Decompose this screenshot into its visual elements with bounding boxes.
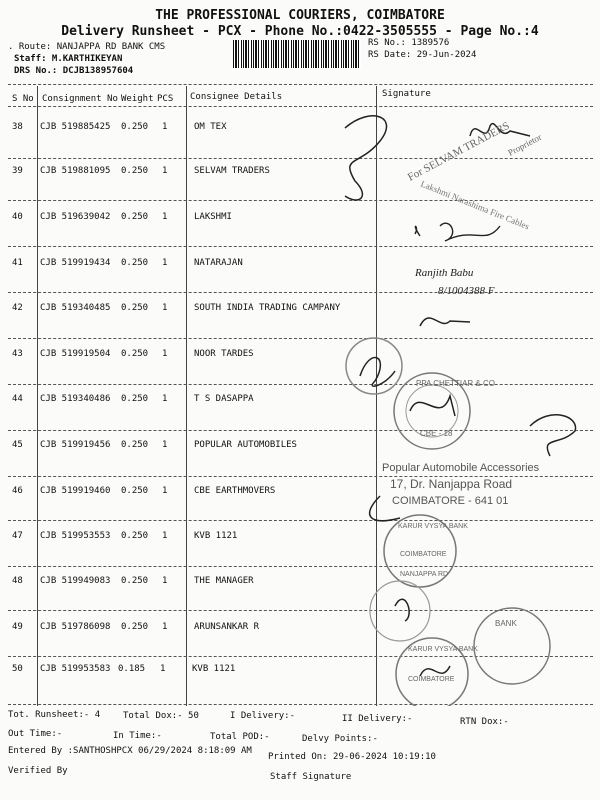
- row-consignee: NOOR TARDES: [194, 349, 254, 359]
- row-pcs: 1: [162, 576, 168, 586]
- row-pcs: 1: [160, 664, 166, 674]
- row-consignment: CJB 519919456: [40, 440, 111, 450]
- stamp-chettiar: PPA CHETTIAR & CO: [416, 379, 495, 388]
- signature-scribble: [420, 318, 470, 326]
- col-signature: Signature: [382, 89, 431, 99]
- stamp-bank-right: BANK: [495, 619, 517, 628]
- row-sno: 43: [12, 349, 23, 359]
- stamp-popular-1: Popular Automobile Accessories: [382, 462, 540, 474]
- row-consignment: CJB 519919434: [40, 258, 111, 268]
- stamp-selvam: For SELVAM TRADERS: [405, 119, 512, 184]
- row-weight: 0.250: [121, 303, 149, 313]
- row-consignee: OM TEX: [194, 122, 227, 132]
- route-label: . Route: NANJAPPA RD BANK CMS: [8, 42, 166, 52]
- staff-signature: Staff Signature: [270, 772, 352, 782]
- in-time: In Time:-: [113, 731, 162, 741]
- row-weight: 0.250: [121, 122, 149, 132]
- barcode: [233, 40, 361, 68]
- row-consignment: CJB 519885425: [40, 122, 111, 132]
- row-weight: 0.250: [121, 622, 149, 632]
- row-weight: 0.250: [121, 486, 149, 496]
- row-consignee: SELVAM TRADERS: [194, 166, 270, 176]
- out-time: Out Time:-: [8, 729, 63, 739]
- row-sno: 47: [12, 531, 23, 541]
- row-consignment: CJB 519919504: [40, 349, 111, 359]
- row-pcs: 1: [162, 122, 168, 132]
- row-weight: 0.250: [121, 440, 149, 450]
- row-consignee: KVB 1121: [194, 531, 238, 541]
- row-sno: 45: [12, 440, 23, 450]
- document-title: THE PROFESSIONAL COURIERS, COIMBATORE: [155, 8, 445, 23]
- stamp-proprietor: Proprietor: [506, 131, 544, 158]
- total-pod: Total POD:-: [210, 732, 270, 742]
- row-pcs: 1: [162, 622, 168, 632]
- row-weight: 0.250: [121, 531, 149, 541]
- row-consignment: CJB 519949083: [40, 576, 111, 586]
- row-pcs: 1: [162, 303, 168, 313]
- document-subtitle: Delivery Runsheet - PCX - Phone No.:0422-3505555 - Page No.:4: [61, 24, 539, 39]
- row-consignment: CJB 519639042: [40, 212, 111, 222]
- row-pcs: 1: [162, 440, 168, 450]
- row-consignee: CBE EARTHMOVERS: [194, 486, 276, 496]
- delvy-points: Delvy Points:-: [302, 734, 378, 744]
- signature-scribble: [415, 223, 500, 241]
- row-consignment: CJB 519340486: [40, 394, 111, 404]
- printed-on: Printed On: 29-06-2024 10:19:10: [268, 752, 436, 762]
- row-sno: 44: [12, 394, 23, 404]
- row-sno: 40: [12, 212, 23, 222]
- row-sno: 46: [12, 486, 23, 496]
- handwritten-name: Ranjith Babu: [415, 267, 474, 279]
- round-stamp: [370, 581, 430, 641]
- signature-scribble: [395, 599, 409, 621]
- col-weight: Weight: [121, 94, 154, 104]
- rtn-dox: RTN Dox:-: [460, 717, 509, 727]
- row-weight: 0.250: [121, 166, 149, 176]
- row-consignment: CJB 519953553: [40, 531, 111, 541]
- signature-scribble: [530, 415, 576, 456]
- stamp-popular-2: 17, Dr. Nanjappa Road: [390, 477, 513, 491]
- stamp-karur-1: KARUR VYSYA BANK: [398, 523, 468, 530]
- col-pcs: PCS: [157, 94, 174, 104]
- row-consignee: NATARAJAN: [194, 258, 243, 268]
- row-consignee: POPULAR AUTOMOBILES: [194, 440, 297, 450]
- stamp-karur-2: COIMBATORE: [408, 676, 455, 683]
- signature-stamp-layer: [300, 86, 600, 706]
- verified-by: Verified By: [8, 766, 68, 776]
- stamp-karur-3: NANJAPPA RD: [400, 571, 449, 578]
- i-delivery: I Delivery:-: [230, 711, 296, 721]
- ii-delivery: II Delivery:-: [342, 714, 413, 724]
- row-consignment: CJB 519340485: [40, 303, 111, 313]
- signature-scribble: [410, 396, 455, 416]
- signature-scribble: [420, 666, 450, 676]
- row-consignment: CJB 519881095: [40, 166, 111, 176]
- row-weight: 0.250: [121, 258, 149, 268]
- row-sno: 42: [12, 303, 23, 313]
- row-consignee: THE MANAGER: [194, 576, 254, 586]
- row-pcs: 1: [162, 258, 168, 268]
- col-sno: S No: [12, 94, 34, 104]
- drs-number: DRS No.: DCJB138957604: [14, 66, 134, 76]
- row-pcs: 1: [162, 531, 168, 541]
- row-sno: 50: [12, 664, 23, 674]
- signature-scribble: [345, 116, 387, 200]
- col-consignee: Consignee Details: [190, 92, 283, 102]
- row-sno: 49: [12, 622, 23, 632]
- stamp-popular-3: COIMBATORE - 641 01: [392, 495, 509, 507]
- row-weight: 0.250: [121, 212, 149, 222]
- row-consignee: KVB 1121: [192, 664, 236, 674]
- rs-number: RS No.: 1389576: [368, 38, 450, 48]
- row-consignment: CJB 519919460: [40, 486, 111, 496]
- stamp-lakshmi: Lakshmi Narashima Fire Cables: [419, 178, 531, 232]
- row-pcs: 1: [162, 394, 168, 404]
- row-consignment: CJB 519786098: [40, 622, 111, 632]
- rs-date: RS Date: 29-Jun-2024: [368, 50, 477, 60]
- row-sno: 41: [12, 258, 23, 268]
- row-consignment: CJB 519953583: [40, 664, 111, 674]
- row-sno: 39: [12, 166, 23, 176]
- stamp-chettiar-b: CBE - 18: [420, 429, 453, 438]
- row-consignee: SOUTH INDIA TRADING CAMPANY: [194, 303, 341, 313]
- row-consignee: T S DASAPPA: [194, 394, 254, 404]
- col-consignment: Consignment No: [42, 94, 118, 104]
- row-sno: 38: [12, 122, 23, 132]
- entered-by: Entered By :SANTHOSHPCX 06/29/2024 8:18:09 AM: [8, 746, 252, 756]
- staff-label: Staff: M.KARTHIKEYAN: [14, 54, 123, 64]
- row-weight: 0.250: [121, 576, 149, 586]
- handwritten-number: 8/1004388 F: [438, 285, 495, 297]
- row-pcs: 1: [162, 349, 168, 359]
- total-dox: Total Dox:- 50: [123, 711, 199, 721]
- row-pcs: 1: [162, 486, 168, 496]
- total-runsheet: Tot. Runsheet:- 4: [8, 710, 101, 720]
- row-pcs: 1: [162, 166, 168, 176]
- row-weight: 0.250: [121, 394, 149, 404]
- row-consignee: LAKSHMI: [194, 212, 232, 222]
- stamp-karur-1: KARUR VYSYA BANK: [408, 646, 478, 653]
- row-weight: 0.185: [118, 664, 146, 674]
- signature-scribble: [360, 357, 395, 386]
- row-pcs: 1: [162, 212, 168, 222]
- row-consignee: ARUNSANKAR R: [194, 622, 260, 632]
- row-weight: 0.250: [121, 349, 149, 359]
- stamp-karur-2: COIMBATORE: [400, 551, 447, 558]
- header-rule-top: [8, 84, 593, 85]
- row-sno: 48: [12, 576, 23, 586]
